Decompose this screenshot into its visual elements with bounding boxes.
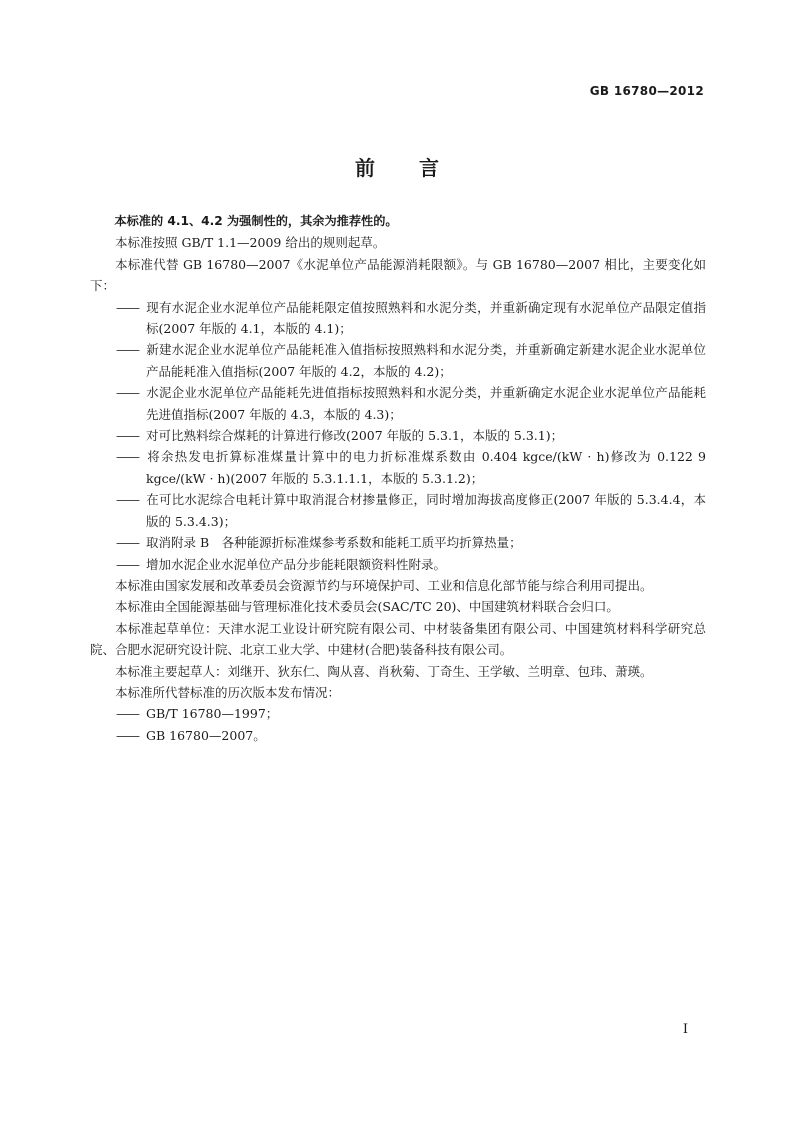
list-item: [116, 725, 706, 746]
paragraph-responsible-committee: 本标准由全国能源基础与管理标准化技术委员会(SAC/TC 20)、中国建筑材料联合会归口。: [115, 599, 619, 615]
list-item: [116, 554, 706, 575]
paragraph-proposer: 本标准由国家发展和改革委员会资源节约与环境保护司、工业和信息化部节能与综合利用司提出。: [115, 577, 653, 593]
paragraph-mandatory-clauses: 本标准的 4.1、4.2 为强制性的，其余为推荐性的。: [114, 214, 398, 228]
paragraph-drafting-units: 本标准起草单位：天津水泥工业设计研究院有限公司、中材装备集团有限公司、中国建筑材料科学研究总院、合肥水泥研究设计院、北京工业大学、中建材(合肥)装备科技有限公司。: [90, 620, 706, 658]
page-number: I: [682, 1022, 688, 1037]
change-item-text: 增加水泥企业水泥单位产品分步能耗限额资料性附录。: [146, 556, 447, 572]
dash-marker: ——: [116, 428, 139, 444]
list-item: [116, 489, 706, 532]
list-item: [116, 532, 706, 553]
change-item-text: 新建水泥企业水泥单位产品能耗准入值指标按照熟料和水泥分类，并重新确定新建水泥企业水泥单位产品能耗准入值指标(2007 年版的 4.2，本版的 4.2)；: [146, 342, 706, 379]
change-item-text: 现有水泥企业水泥单位产品能耗限定值按照熟料和水泥分类，并重新确定现有水泥单位产品限定值指标(2007 年版的 4.1，本版的 4.1)；: [146, 299, 706, 337]
paragraph-drafting-rules: 本标准按照 GB/T 1.1—2009 给出的规则起草。: [115, 235, 386, 251]
dash-marker: ——: [116, 492, 139, 508]
list-item: [116, 339, 706, 382]
list-item: [116, 297, 706, 340]
paragraph-version-history: 本标准所代替标准的历次版本发布情况：: [115, 684, 341, 700]
history-item-text: GB/T 16780—1997；: [146, 706, 279, 722]
dash-marker: ——: [116, 299, 139, 315]
standard-code: GB 16780—2012: [589, 84, 704, 98]
paragraph-replacement: 本标准代替 GB 16780—2007《水泥单位产品能源消耗限额》。与 GB 16780—2007 相比，主要变化如下：: [90, 256, 706, 294]
list-item: [116, 382, 706, 425]
dash-marker: ——: [116, 706, 139, 722]
dash-marker: ——: [116, 449, 139, 465]
change-item-text: 在可比水泥综合电耗计算中取消混合材掺量修正，同时增加海拔高度修正(2007 年版的 5.3.4.4，本版的 5.3.4.3)；: [146, 492, 706, 529]
dash-marker: ——: [116, 556, 139, 572]
dash-marker: ——: [116, 385, 139, 401]
dash-marker: ——: [116, 535, 139, 551]
list-item: [116, 703, 706, 724]
list-item: [116, 425, 706, 446]
dash-marker: ——: [116, 727, 139, 743]
change-item-text: 对可比熟料综合煤耗的计算进行修改(2007 年版的 5.3.1，本版的 5.3.1)；: [146, 428, 564, 444]
list-item: [116, 446, 706, 489]
change-item-text: 取消附录 B 各种能源折标准煤参考系数和能耗工质平均折算热量；: [146, 535, 522, 551]
paragraph-drafters: 本标准主要起草人：刘继开、狄东仁、陶从喜、肖秋菊、丁奇生、王学敏、兰明章、包玮、萧瑛。: [115, 663, 653, 679]
document-body: [90, 211, 706, 746]
dash-marker: ——: [116, 342, 139, 358]
change-item-text: 水泥企业水泥单位产品能耗先进值指标按照熟料和水泥分类，并重新确定水泥企业水泥单位产品能耗先进值指标(2007 年版的 4.3，本版的 4.3)；: [146, 385, 706, 422]
history-item-text: GB 16780—2007。: [146, 727, 266, 743]
page-title: 前言: [355, 156, 483, 180]
change-item-text: 将余热发电折算标准煤量计算中的电力折标准煤系数由 0.404 kgce/(kW · h)修改为 0.122 9 kgce/(kW · h)(2007 年版的 5.3.1.1.1，本版的 5.3.1.2)；: [146, 449, 706, 486]
